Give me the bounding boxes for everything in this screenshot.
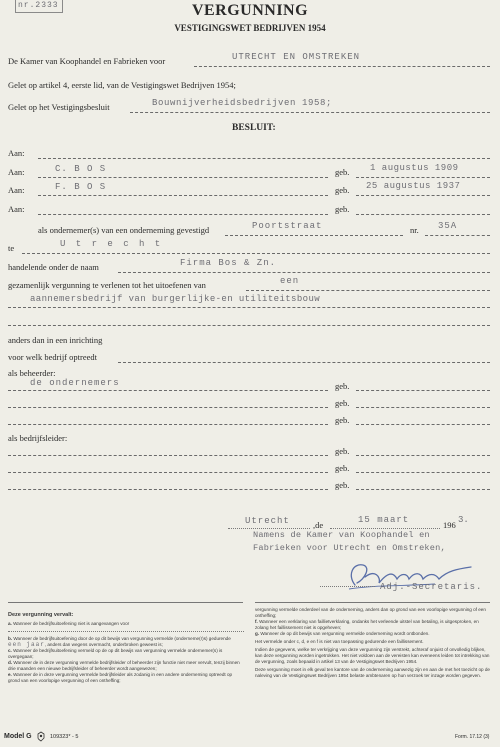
geb-label: geb.	[335, 398, 350, 408]
document-title: VERGUNNING	[191, 2, 309, 19]
bedrijfsleider-label: als bedrijfsleider:	[8, 433, 68, 443]
aan-geb: 25 augustus 1937	[366, 181, 461, 191]
geb-label: geb.	[335, 463, 350, 473]
aan-label: Aan:	[8, 167, 25, 177]
condition-e: e. Wanneer de in deze vergunning vermelde bedrijfsleider als zodanig in een andere onderneming optreedt op grond van een voorlopige vergunning of een ontheffing;	[8, 672, 233, 683]
sign-place: Utrecht	[245, 516, 290, 526]
aan-name: C. B O S	[55, 164, 107, 174]
verlenen-label: gezamenlijk vergunning te verlenen tot het uitoefenen van	[8, 280, 206, 290]
sign-year-prefix: 196	[443, 520, 456, 530]
conditions-heading: Deze vergunning vervalt:	[8, 612, 74, 618]
condition-note: Het vermelde onder c, d, e en f is niet van toepassing gedurende een faillissement.	[255, 639, 424, 644]
gelet-besluit-label: Gelet op het Vestigingsbesluit	[8, 102, 110, 112]
te-label: te	[8, 243, 15, 253]
kamer-value: UTRECHT EN OMSTREKEN	[232, 52, 361, 62]
sign-org-line1: Namens de Kamer van Koophandel en	[253, 530, 430, 540]
sign-de: ,de	[313, 520, 324, 530]
naam-value: Firma Bos & Zn.	[180, 258, 277, 268]
document-subtitle: VESTIGINGSWET BEDRIJVEN 1954	[174, 23, 326, 33]
aan-label: Aan:	[8, 148, 25, 158]
sign-year-suffix: 3.	[458, 515, 469, 525]
file-number: nr.2333	[18, 1, 59, 10]
inrichting-line1: anders dan in een inrichting	[8, 335, 103, 345]
footer-print-code: 109323* - 5	[50, 734, 79, 740]
condition-e-cont: vergunning vermelde onderdeel van de onderneming, anders dan op grond van een voorlopige vergunning of een ontheffing;	[255, 607, 486, 618]
sign-org-line2: Fabrieken voor Utrecht en Omstreken,	[253, 543, 446, 553]
aan-label: Aan:	[8, 185, 25, 195]
condition-g: g. Wanneer de op dit bewijs van vergunning vermelde onderneming wordt ontbonden.	[255, 631, 430, 636]
kamer-label: De Kamer van Koophandel en Fabrieken voor	[8, 56, 166, 66]
sign-date: 15 maart	[358, 515, 410, 525]
condition-inzage: Deze vergunning moet in elk geval ten kantore van de onderneming aanwezig zijn en aan de met het toezicht op de naleving van de Vestigingswet Bedrijven 1954 belaste ambtenaren op hun verzoek ter inzage worden gegeven.	[255, 667, 490, 678]
gelet-besluit-value: Bouwnijverheidsbedrijven 1958;	[152, 98, 333, 108]
conditions-left	[8, 612, 244, 684]
condition-a: a. Wanneer de bedrijfsuitoefening niet is aangevangen voor	[8, 621, 130, 626]
gelet-artikel: Gelet op artikel 4, eerste lid, van de Vestigingswet Bedrijven 1954;	[8, 80, 236, 90]
condition-intrekking: Indien de gegevens, welke ter verkrijging van deze vergunning zijn verstrekt, achteraf onjuist of onvolledig blijken, kan deze vergunning worden ingetrokken. Het niet voldoen aan de vereisten kan eveneens leiden tot intrekking van de vergunning, zoals bepaald in artikel 13 van de Vestigingswet Bedrijven 1954.	[255, 647, 490, 664]
street-value: Poortstraat	[252, 221, 323, 231]
sign-role: Adj.-Secretaris.	[380, 582, 483, 592]
geb-label: geb.	[335, 204, 350, 214]
aan-name: F. B O S	[55, 182, 107, 192]
geb-label: geb.	[335, 381, 350, 391]
naam-label: handelende onder de naam	[8, 262, 99, 272]
aan-geb: 1 augustus 1909	[370, 163, 459, 173]
condition-c: c. Wanneer de bedrijfsuitoefening vermeld op de op dit bewijs van vergunning vermelde ondernemer(s) is overgegaan;	[8, 648, 223, 659]
ondernemer-label: als ondernemer(s) van een onderneming gevestigd	[38, 225, 210, 235]
aan-label: Aan:	[8, 204, 25, 214]
beheerder-value: de ondernemers	[30, 378, 120, 388]
geb-label: geb.	[335, 446, 350, 456]
footer-form: Form. 17.12 (3)	[455, 734, 490, 740]
geb-label: geb.	[335, 480, 350, 490]
footer-model: Model G	[4, 733, 32, 740]
geb-label: geb.	[335, 167, 350, 177]
bedrijf-value: aannemersbedrijf van burgerlijke-en utiliteitsbouw	[30, 294, 321, 304]
geb-label: geb.	[335, 415, 350, 425]
nr-label: nr.	[410, 225, 419, 235]
state-emblem-icon	[36, 731, 46, 742]
conditions-right	[255, 607, 490, 679]
condition-f: f. Wanneer een verklaring van faillietverklaring, ondanks het verleende uitstel van betaling, is uitgesproken, en zolang het faillissement niet is opgeheven;	[255, 619, 479, 630]
beheerder-label: als beheerder:	[8, 368, 56, 378]
besluit-heading: BESLUIT:	[232, 123, 276, 133]
geb-label: geb.	[335, 185, 350, 195]
condition-b: b. Wanneer de bedrijfsuitoefening door de op dit bewijs van vergunning vermelde (onderneme(r)s) gedurende	[8, 636, 231, 641]
nr-value: 35A	[438, 221, 458, 231]
inrichting-line2: voor welk bedrijf optreedt	[8, 352, 97, 362]
city-value: U t r e c h t	[60, 239, 163, 249]
verlenen-value: een	[280, 276, 300, 286]
condition-b-duration: een jaar, anders dan wegens overmacht, onderbroken geweest is;	[8, 641, 163, 648]
condition-d: d. Wanneer de in deze vergunning vermelde bedrijfsleider of beheerder zijn functie niet meer vervult, tenzij binnen drie maanden een nieuwe bedrijfsleider of beheerder wordt aangewezen;	[8, 660, 240, 671]
